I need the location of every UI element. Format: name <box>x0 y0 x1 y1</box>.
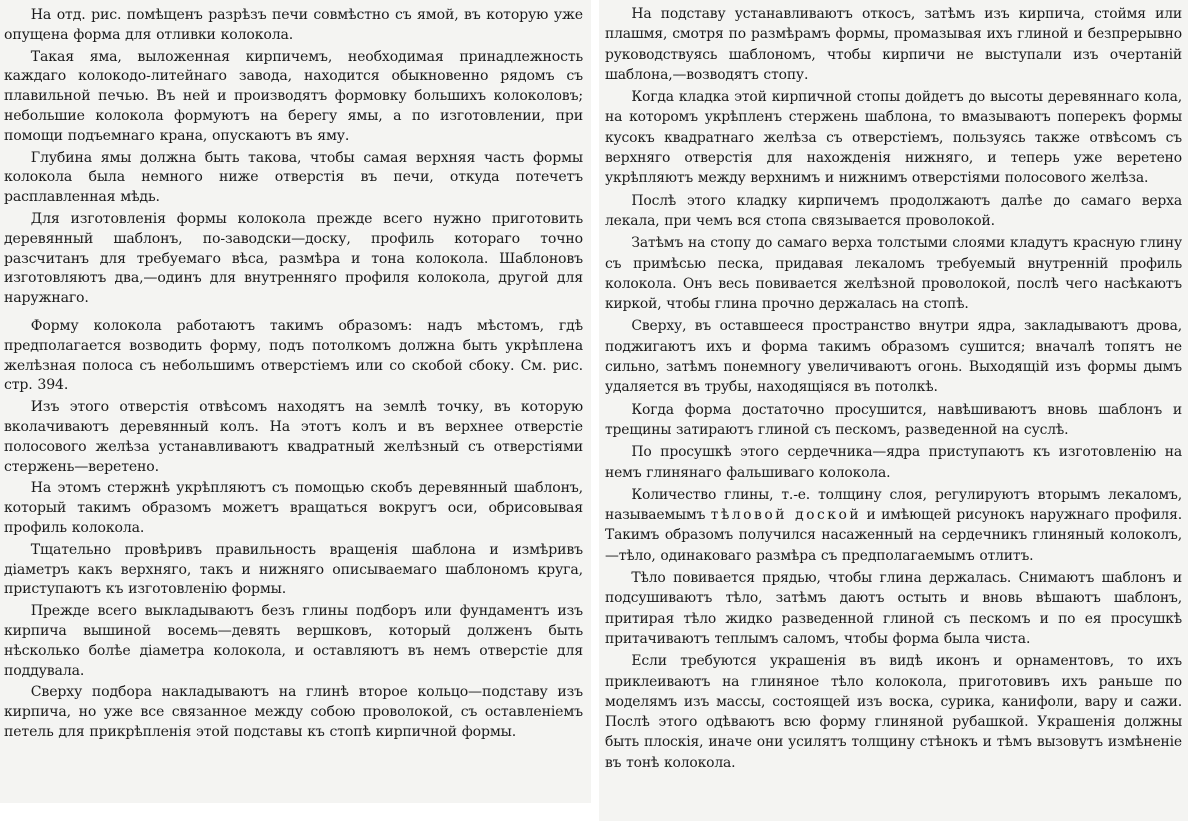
paragraph: По просушкѣ этого сердечника—ядра приступаютъ къ изготовленію на немъ глинянаго фальшиваго колокола. <box>605 444 1182 481</box>
paragraph: Когда форма достаточно просушится, навѣшиваютъ вновь шаблонъ и трещины затираютъ глиной съ пескомъ, разведенной на суслѣ. <box>605 401 1182 438</box>
paragraph: Тѣло повивается прядью, чтобы глина держалась. Снимаютъ шаблонъ и подсушиваютъ тѣло, затѣмъ даютъ остыть и вновь вѣшаютъ шаблонъ, притирая тѣло жидко разведенной глиной съ пескомъ и по ея просушкѣ притачиваютъ теплымъ саломъ, чтобы форма была чиста. <box>605 570 1182 647</box>
paragraph: Когда кладка этой кирпичной стопы дойдетъ до высоты деревяннаго кола, на которомъ укрѣпленъ стержень шаблона, то вмазываютъ поперекъ формы кусокъ квадратнаго желѣза съ отверстіемъ, пользуясь также отвѣсомъ съ верхняго отверстія для нахожденія нижняго, и теперь уже веретено укрѣпляютъ между верхнимъ и нижнимъ отверстіями полосового желѣза. <box>605 89 1182 187</box>
emphasized-term: тѣловой доской <box>710 507 862 524</box>
paragraph: Сверху подбора накладываютъ на глинѣ второе кольцо—подставу изъ кирпича, но уже все связанное между собою проволокой, съ оставленіемъ петель для прикрѣпленія этой подставы къ стопѣ кирпичной формы. <box>4 684 583 740</box>
paragraph: Затѣмъ на стопу до самаго верха толстыми слоями кладутъ красную глину съ примѣсью песка, придавая лекаломъ требуемый внутренній профиль колокола. Онъ весь повивается желѣзной проволокой, послѣ чего насѣкаютъ киркой, чтобы глина прочно держалась на стопѣ. <box>605 235 1182 313</box>
paragraph: Такая яма, выложенная кирпичемъ, необходимая принадлежность каждаго колокодо-литейнаго завода, находится обыкновенно рядомъ съ плавильной печью. Въ ней и производятъ формовку большихъ колоколовъ; небольшие колокола формуютъ на берегу ямы, а по изготовлении, при помощи подъемнаго крана, опускаютъ въ яму. <box>4 48 583 144</box>
paragraph: На отд. рис. помѣщенъ разрѣзъ печи совмѣстно съ ямой, въ которую уже опущена форма для отливки колокола. <box>4 7 583 43</box>
right-page <box>599 0 1188 821</box>
paragraph: Глубина ямы должна быть такова, чтобы самая верхняя часть формы колокола была немного ниже отверстія въ печи, откуда потечетъ расплавленная мѣдь. <box>4 149 583 206</box>
paragraph: Послѣ этого кладку кирпичемъ продолжаютъ далѣе до самаго верха лекала, при чемъ вся стопа связывается проволокой. <box>605 192 1182 229</box>
paragraph-text: Количество глины, т.-е. толщину слоя, регулируютъ вторымъ лекаломъ, называемымъ <box>605 486 1182 524</box>
paragraph: Для изготовленія формы колокола прежде всего нужно приготовить деревянный шаблонъ, по-заводски—доску, профиль котораго точно разсчитанъ для требуемаго вѣса, размѣра и тона колокола. Шаблоновъ изготовляютъ два,—одинъ для внутренняго профиля колокола, другой для наружнаго. <box>4 210 583 307</box>
paragraph: Прежде всего выкладываютъ безъ глины подборъ или фундаментъ изъ кирпича вышиной восемь—девять вершковъ, который долженъ быть нѣсколько болѣе діаметра колокола, и оставляютъ въ немъ отверстіе для поддувала. <box>4 603 583 679</box>
paragraph-text: и имѣющей рисунокъ наружнаго профиля. Такимъ образомъ получился насаженный на сердечникъ глиняный колоколъ,—тѣло, одинаковаго размѣра съ предполагаемымъ отлитъ. <box>605 507 1182 564</box>
left-page <box>0 0 591 803</box>
paragraph: На этомъ стержнѣ укрѣпляютъ съ помощью скобъ деревянный шаблонъ, который такимъ образомъ можетъ вращаться вокругъ оси, обрисовывая профиль колокола. <box>4 480 583 536</box>
paragraph: Если требуются украшенія въ видѣ иконъ и орнаментовъ, то ихъ приклеиваютъ на глиняное тѣло колокола, приготовивъ ихъ раньше по моделямъ изъ массы, состоящей изъ воска, сурика, канифоли, вару и сажи. Послѣ этого одѣваютъ всю форму глиняной рубашкой. Украшенія должны быть плоскія, иначе они усилятъ толщину стѣнокъ и тѣмъ вызовутъ измѣненіе въ тонѣ колокола. <box>605 653 1182 771</box>
paragraph <box>605 485 1182 566</box>
paragraph: Сверху, въ оставшееся пространство внутри ядра, закладываютъ дрова, поджигаютъ ихъ и форма такимъ образомъ сушится; вначалѣ топятъ не сильно, затѣмъ понемногу увеличиваютъ огонь. Выходящій изъ формы дымъ удаляется въ трубы, находящіяся въ потолкѣ. <box>605 318 1182 396</box>
paragraph: На подставу устанавливаютъ откосъ, затѣмъ изъ кирпича, стоймя или плашмя, смотря по размѣрамъ формы, промазывая ихъ глиной и безпрерывно руководствуясь шаблономъ, чтобы кирпичи не выступали изъ очертаній шаблона,—возводятъ стопу. <box>605 6 1182 83</box>
paragraph: Изъ этого отверстія отвѣсомъ находятъ на землѣ точку, въ которую вколачиваютъ деревянный колъ. На этотъ колъ и въ верхнее отверстіе полосового желѣза устанавливаютъ квадратный желѣзный съ отверстіями стержень—веретено. <box>4 399 583 475</box>
paragraph: Форму колокола работаютъ такимъ образомъ: надъ мѣстомъ, гдѣ предполагается возводить форму, подъ потолкомъ должна быть укрѣплена желѣзная полоса съ небольшимъ отверстіемъ или со скобой сбоку. См. рис. стр. 394. <box>4 317 583 394</box>
paragraph: Тщательно провѣривъ правильность вращенія шаблона и измѣривъ діаметръ какъ верхняго, такъ и нижняго описываемаго шаблономъ круга, приступаютъ къ изготовленію формы. <box>4 541 583 598</box>
